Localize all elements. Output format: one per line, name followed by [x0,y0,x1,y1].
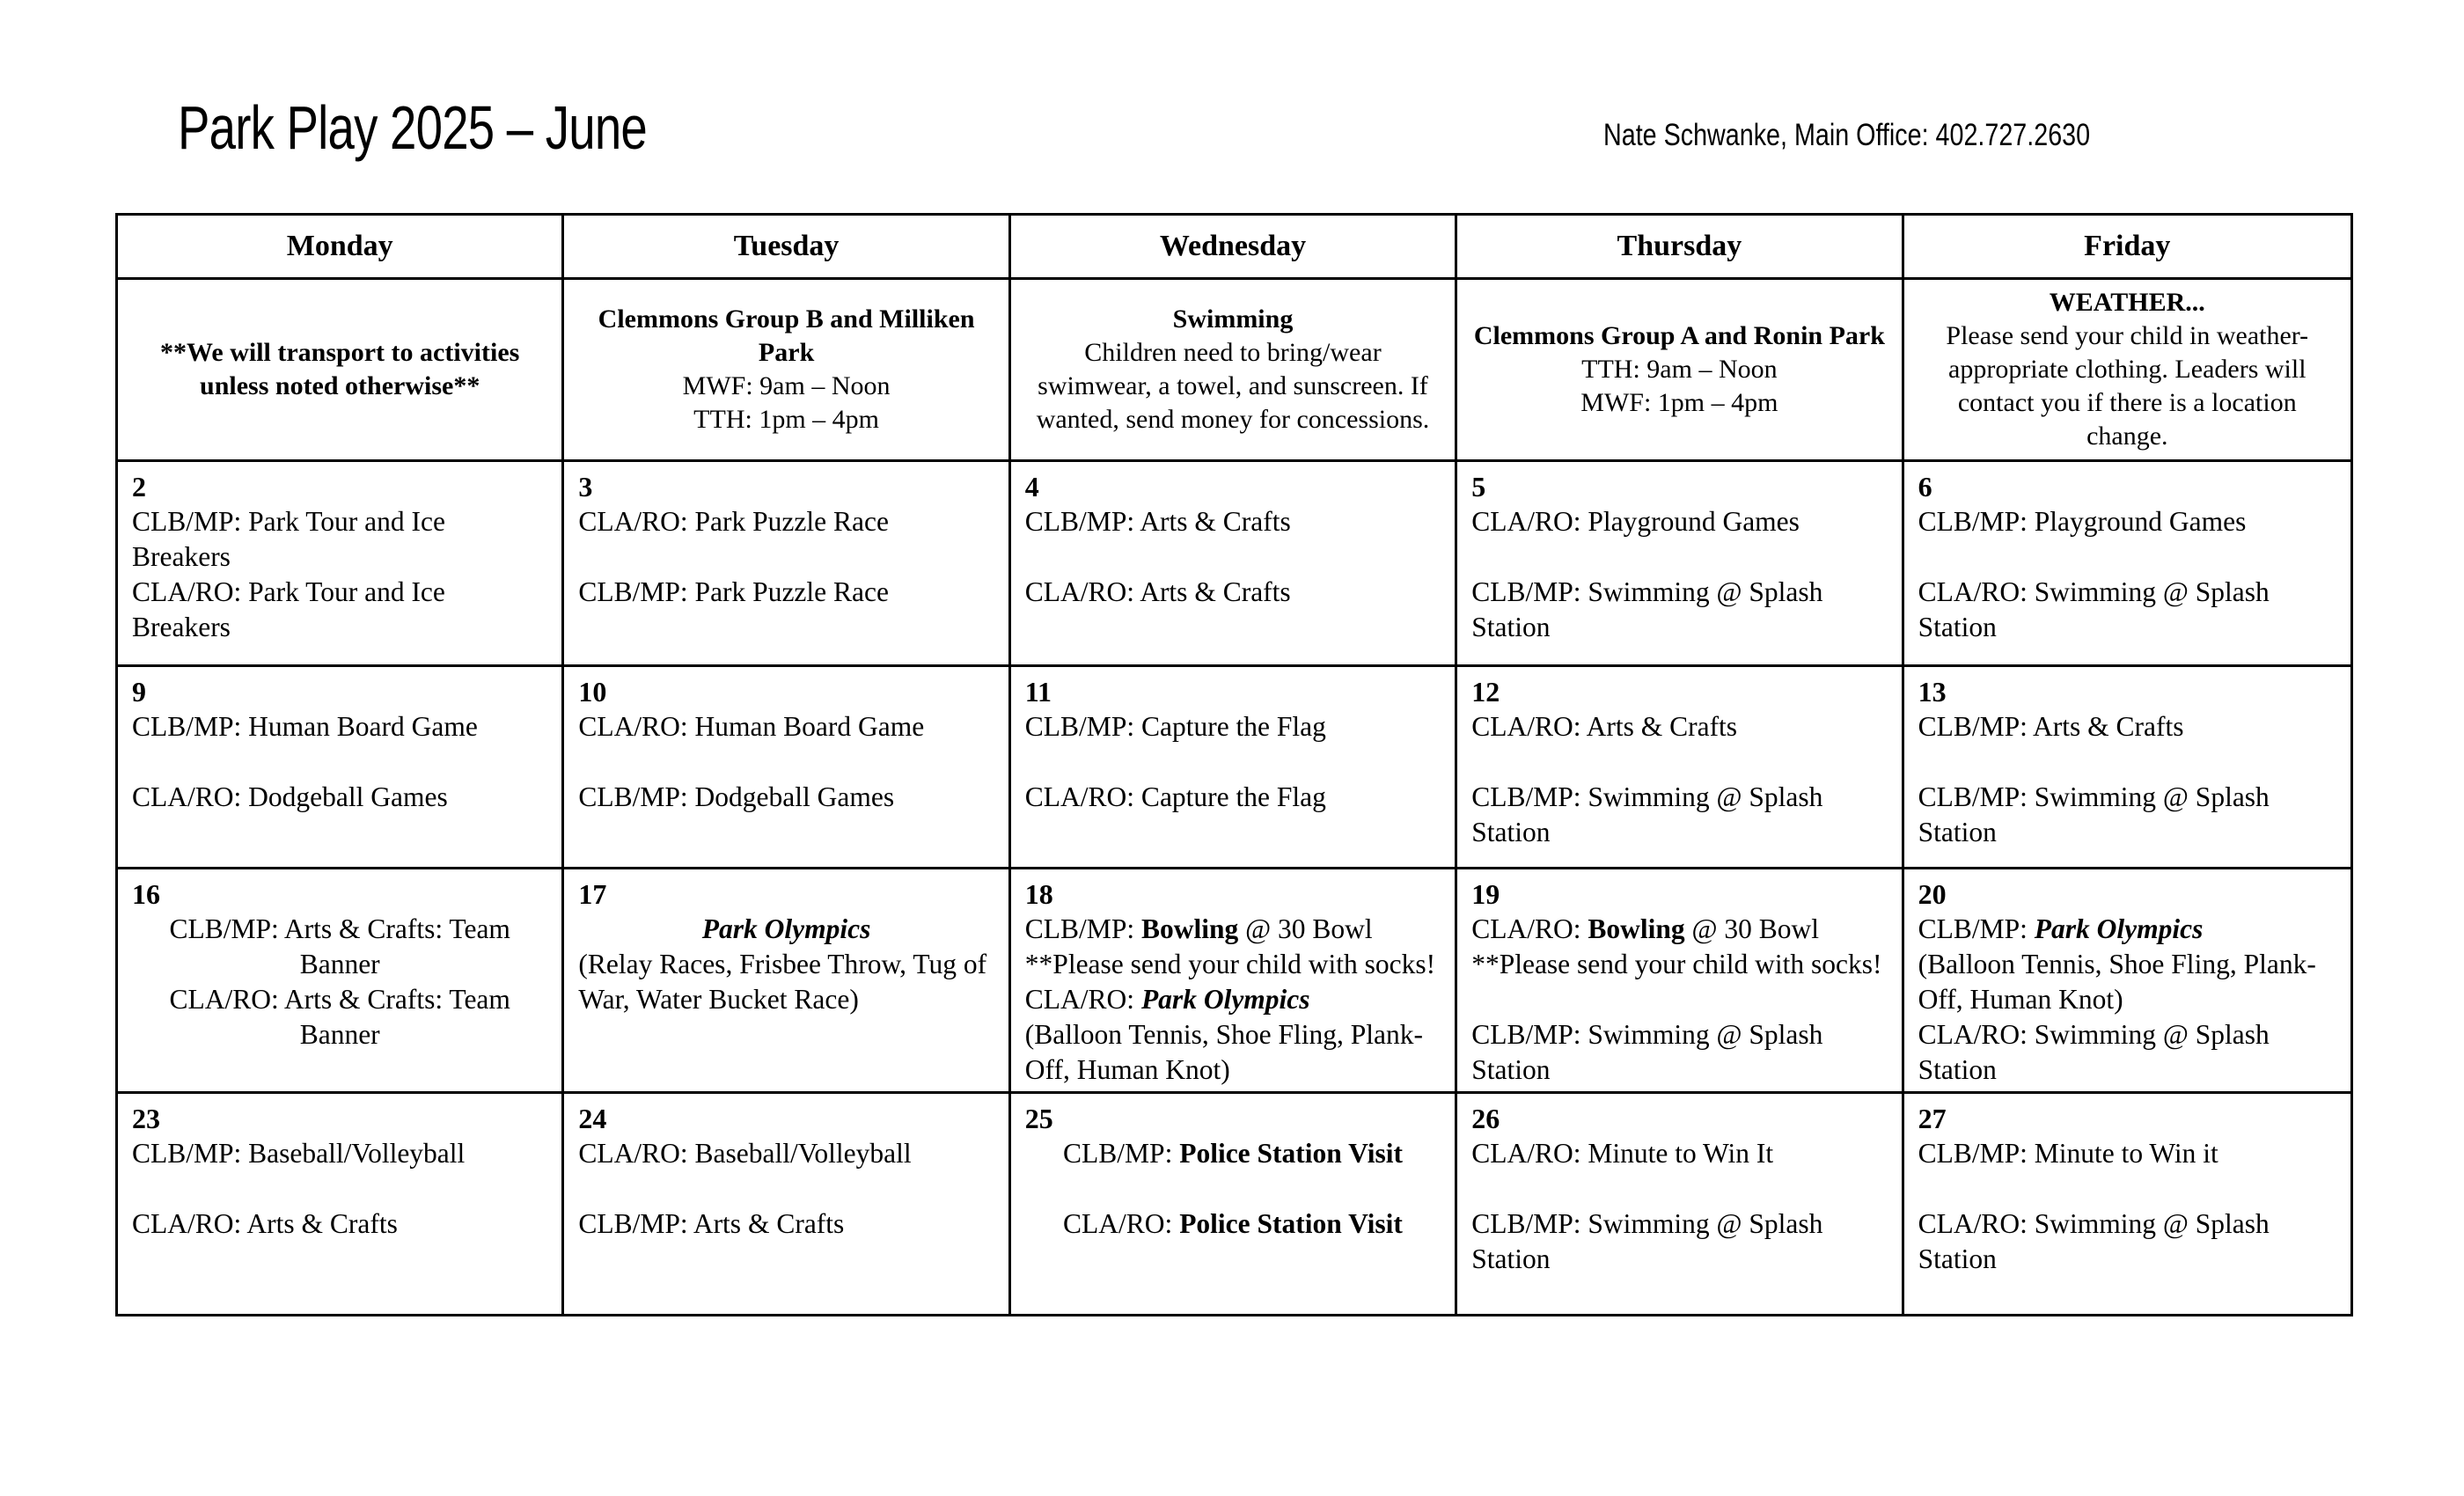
day-cell-10 [564,667,1010,869]
event-line [578,947,994,1017]
event-line [1918,780,2336,850]
event-text: CLB/MP: Swimming @ Splash Station [1471,1208,1823,1274]
contact-info: Nate Schwanke, Main Office: 402.727.2630 [1603,118,2091,152]
event-text: CLB/MP: Playground Games [1918,506,2247,537]
event-text: Children need to bring/wear swimwear, a towel, and sunscreen. If wanted, send money for concessions. [1036,338,1430,434]
event-line [1025,1136,1441,1171]
event-line [1025,504,1441,539]
day-number: 19 [1471,878,1500,910]
day-number: 23 [132,1103,160,1134]
info-cell-tuesday [564,280,1010,462]
event-text: Park Olympics [701,913,871,944]
info-cell-friday [1904,280,2350,462]
event-text: @ 30 Bowl [1684,913,1820,944]
event-line [132,982,547,1052]
event-text: CLB/MP: [1024,913,1141,944]
event-text: CLA/RO: Arts & Crafts [1024,576,1291,607]
day-number: 26 [1471,1103,1500,1134]
day-header-monday [118,216,564,280]
event-text: CLB/MP: [1063,1138,1180,1169]
day-cell-26 [1457,1094,1903,1314]
event-text: CLB/MP: Arts & Crafts: Team Banner [169,913,510,979]
event-text: CLA/RO: [1024,984,1141,1015]
day-cell-2 [118,462,564,667]
event-line [132,575,547,645]
event-line [1918,319,2336,453]
day-cell-6 [1904,462,2350,667]
event-line [578,1171,994,1206]
event-line [1471,1136,1887,1171]
day-cell-11 [1011,667,1457,869]
event-line [1025,709,1441,744]
event-line [1025,744,1441,780]
day-cell-23 [118,1094,564,1314]
event-text: **Please send your child with socks! [1471,949,1882,979]
event-line [1471,386,1887,420]
day-number: 13 [1918,676,1947,708]
event-text: CLB/MP: Swimming @ Splash Station [1471,1019,1823,1085]
day-header-wednesday [1011,216,1457,280]
event-line [1471,780,1887,850]
day-number: 25 [1024,1103,1053,1134]
event-line [578,303,994,370]
event-text: CLA/RO: Park Tour and Ice Breakers [132,576,445,642]
event-text: CLA/RO: Playground Games [1471,506,1800,537]
day-header-tuesday [564,216,1010,280]
event-line [1471,947,1887,982]
day-cell-9 [118,667,564,869]
info-cell-monday [118,280,564,462]
day-number: 4 [1024,471,1039,502]
page-title: Park Play 2025 – June [178,93,648,162]
event-line [578,504,994,539]
event-text: TTH: 9am – Noon [1581,355,1778,384]
event-text: Police Station Visit [1179,1208,1403,1239]
event-line [1471,1017,1887,1088]
event-text: MWF: 9am – Noon [682,371,891,400]
event-line [1471,744,1887,780]
day-cell-16 [118,869,564,1094]
event-text: MWF: 1pm – 4pm [1580,388,1778,417]
event-text: CLA/RO: Capture the Flag [1024,781,1326,812]
day-number: 11 [1024,676,1052,708]
event-text: CLA/RO: Park Puzzle Race [578,506,889,537]
event-line [578,575,994,610]
event-line [1471,319,1887,353]
day-cell-25 [1011,1094,1457,1314]
event-line [578,1206,994,1242]
event-text: CLA/RO: Arts & Crafts: Team Banner [169,984,510,1050]
event-text: Park Olympics [1140,984,1310,1015]
event-text: CLB/MP: Swimming @ Splash Station [1471,576,1823,642]
day-number: 18 [1024,878,1053,910]
event-line [578,403,994,436]
day-number: 3 [578,471,593,502]
event-text: CLA/RO: Swimming @ Splash Station [1918,1208,2270,1274]
day-header-label: Monday [286,230,393,262]
event-text: CLA/RO: Arts & Crafts [1471,711,1738,742]
event-text: (Balloon Tennis, Shoe Fling, Plank-Off, Human Knot) [1024,1019,1424,1085]
day-cell-13 [1904,667,2350,869]
event-line [578,1136,994,1171]
event-text: CLB/MP: Arts & Crafts [1918,711,2184,742]
event-text: CLB/MP: Human Board Game [132,711,478,742]
day-number: 16 [132,878,160,910]
event-line [1025,575,1441,610]
event-text: CLB/MP: Arts & Crafts [578,1208,845,1239]
event-text: WEATHER... [2049,288,2205,317]
event-text: CLB/MP: Park Tour and Ice Breakers [132,506,445,572]
day-number: 24 [578,1103,607,1134]
info-cell-thursday [1457,280,1903,462]
day-cell-5 [1457,462,1903,667]
event-text: CLB/MP: Arts & Crafts [1024,506,1291,537]
day-cell-4 [1011,462,1457,667]
event-line [1025,947,1441,982]
event-line [132,336,547,403]
event-text: CLB/MP: Minute to Win it [1918,1138,2218,1169]
event-line [578,912,994,947]
day-header-thursday [1457,216,1903,280]
event-text: CLA/RO: Arts & Crafts [132,1208,398,1239]
event-line [1918,947,2336,1017]
event-text: CLA/RO: [1063,1208,1180,1239]
event-line [1025,982,1441,1017]
event-text: CLA/RO: [1471,913,1588,944]
event-text: (Relay Races, Frisbee Throw, Tug of War, Water Bucket Race) [578,949,987,1015]
day-number: 12 [1471,676,1500,708]
event-line [1025,780,1441,815]
day-number: 17 [578,878,607,910]
day-cell-17 [564,869,1010,1094]
day-header-label: Wednesday [1159,230,1307,262]
event-text: CLA/RO: Baseball/Volleyball [578,1138,912,1169]
event-line [578,539,994,575]
day-number: 10 [578,676,607,708]
event-line [1471,1171,1887,1206]
event-line [1471,539,1887,575]
event-line [1025,303,1441,336]
event-line [132,1206,547,1242]
event-line [132,709,547,744]
event-text: Please send your child in weather-appropriate clothing. Leaders will contact you if there is a location change. [1946,321,2309,451]
event-line [1918,286,2336,319]
event-text: Bowling [1588,913,1685,944]
event-line [1471,982,1887,1017]
day-cell-19 [1457,869,1903,1094]
day-cell-18 [1011,869,1457,1094]
day-number: 6 [1918,471,1932,502]
event-line [132,912,547,982]
day-header-label: Friday [2084,230,2171,262]
event-line [1471,353,1887,386]
event-text: CLB/MP: Dodgeball Games [578,781,895,812]
event-text: CLB/MP: Baseball/Volleyball [132,1138,466,1169]
event-line [1918,744,2336,780]
event-text: Park Olympics [2034,913,2204,944]
day-number: 5 [1471,471,1486,502]
event-text: CLA/RO: Human Board Game [578,711,925,742]
event-line [132,744,547,780]
event-line [1918,1206,2336,1277]
event-line [1918,912,2336,947]
event-text: CLB/MP: Swimming @ Splash Station [1918,781,2270,847]
event-text: **Please send your child with socks! [1024,949,1436,979]
event-text: CLA/RO: Dodgeball Games [132,781,448,812]
event-line [1918,539,2336,575]
event-line [1025,539,1441,575]
event-text: CLA/RO: Minute to Win It [1471,1138,1774,1169]
event-line [1471,504,1887,539]
day-cell-24 [564,1094,1010,1314]
event-text: (Balloon Tennis, Shoe Fling, Plank-Off, Human Knot) [1918,949,2316,1015]
calendar-table [115,213,2353,1316]
event-line [1918,1136,2336,1171]
event-line [1471,1206,1887,1277]
day-number: 27 [1918,1103,1947,1134]
event-line [1471,709,1887,744]
day-header-label: Tuesday [733,230,840,262]
day-number: 9 [132,676,146,708]
event-line [1471,575,1887,645]
event-text: Clemmons Group A and Ronin Park [1473,321,1885,350]
day-cell-27 [1904,1094,2350,1314]
event-line [1918,1017,2336,1088]
event-line [578,709,994,744]
event-text: CLA/RO: Swimming @ Splash Station [1918,1019,2270,1085]
event-text: CLA/RO: Swimming @ Splash Station [1918,576,2270,642]
event-text: **We will transport to activities unless noted otherwise** [160,338,520,400]
day-number: 2 [132,471,146,502]
event-text: @ 30 Bowl [1238,913,1373,944]
event-line [132,504,547,575]
event-text: Bowling [1140,913,1239,944]
event-line [1025,1171,1441,1206]
event-line [1025,1017,1441,1088]
event-text: TTH: 1pm – 4pm [693,405,879,434]
event-line [132,1136,547,1171]
day-header-friday [1904,216,2350,280]
event-line [578,780,994,815]
event-line [132,780,547,815]
event-line [1918,1171,2336,1206]
day-header-label: Thursday [1617,230,1742,262]
event-text: CLB/MP: [1918,913,2035,944]
event-text: CLB/MP: Swimming @ Splash Station [1471,781,1823,847]
event-line [578,744,994,780]
event-text: Swimming [1172,304,1294,334]
day-number: 20 [1918,878,1947,910]
event-line [1918,504,2336,539]
event-text: CLB/MP: Capture the Flag [1024,711,1326,742]
day-cell-12 [1457,667,1903,869]
event-line [578,370,994,403]
event-line [1025,336,1441,436]
event-line [1025,912,1441,947]
event-line [1025,1206,1441,1242]
event-line [132,1171,547,1206]
info-cell-wednesday [1011,280,1457,462]
event-line [1471,912,1887,947]
event-line [1918,575,2336,645]
day-cell-3 [564,462,1010,667]
event-text: Clemmons Group B and Milliken Park [598,304,975,367]
day-cell-20 [1904,869,2350,1094]
event-text: CLB/MP: Park Puzzle Race [578,576,889,607]
event-text: Police Station Visit [1179,1138,1403,1169]
event-line [1918,709,2336,744]
